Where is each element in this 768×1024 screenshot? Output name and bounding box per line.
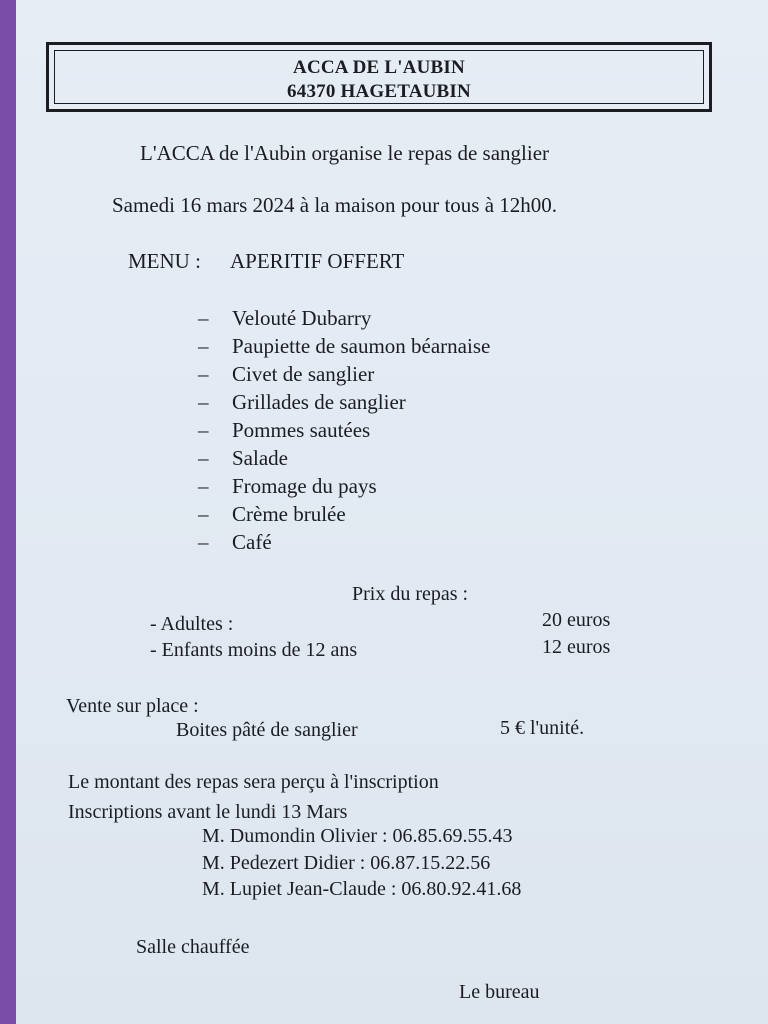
association-address: 64370 HAGETAUBIN — [287, 81, 471, 102]
menu-label: MENU : — [128, 249, 201, 273]
menu-dash: – — [198, 362, 209, 386]
menu-item-label: Velouté Dubarry — [232, 306, 372, 330]
contact-line: M. Lupiet Jean-Claude : 06.80.92.41.68 — [202, 878, 522, 900]
adults-price: 20 euros — [542, 609, 611, 631]
intro-text: L'ACCA de l'Aubin organise le repas de sanglier — [140, 141, 550, 165]
menu-item-label: Grillades de sanglier — [232, 390, 406, 414]
event-date: Samedi 16 mars 2024 à la maison pour tous à 12h00. — [112, 193, 558, 217]
heated-hall-note: Salle chauffée — [136, 936, 250, 958]
children-label: - Enfants moins de 12 ans — [150, 639, 358, 661]
children-price: 12 euros — [542, 636, 611, 658]
menu-dash: – — [198, 530, 209, 554]
menu-dash: – — [198, 446, 209, 470]
menu-item-label: Paupiette de saumon béarnaise — [232, 334, 491, 358]
menu-item-label: Fromage du pays — [232, 474, 377, 498]
sale-price: 5 € l'unité. — [500, 717, 585, 739]
menu-dash: – — [198, 474, 209, 498]
menu-aperitif: APERITIF OFFERT — [230, 249, 405, 273]
prices-title: Prix du repas : — [352, 583, 469, 605]
menu-item-label: Salade — [232, 446, 288, 470]
flyer-paper — [16, 0, 768, 1024]
menu-item-label: Café — [232, 530, 272, 554]
signature: Le bureau — [459, 981, 540, 1003]
menu-dash: – — [198, 502, 209, 526]
menu-dash: – — [198, 418, 209, 442]
adults-label: - Adultes : — [150, 613, 234, 635]
sale-title: Vente sur place : — [66, 695, 199, 717]
association-name: ACCA DE L'AUBIN — [293, 57, 465, 78]
payment-note: Le montant des repas sera perçu à l'inscription — [68, 771, 439, 793]
contact-line: M. Pedezert Didier : 06.87.15.22.56 — [202, 852, 491, 874]
menu-item-label: Civet de sanglier — [232, 362, 375, 386]
menu-item-label: Crème brulée — [232, 502, 346, 526]
menu-dash: – — [198, 390, 209, 414]
menu-dash: – — [198, 334, 209, 358]
menu-dash: – — [198, 306, 209, 330]
registration-deadline: Inscriptions avant le lundi 13 Mars — [68, 801, 348, 823]
sale-item: Boites pâté de sanglier — [176, 719, 358, 741]
contact-line: M. Dumondin Olivier : 06.85.69.55.43 — [202, 825, 513, 847]
header-box — [46, 42, 712, 112]
menu-item-label: Pommes sautées — [232, 418, 371, 442]
